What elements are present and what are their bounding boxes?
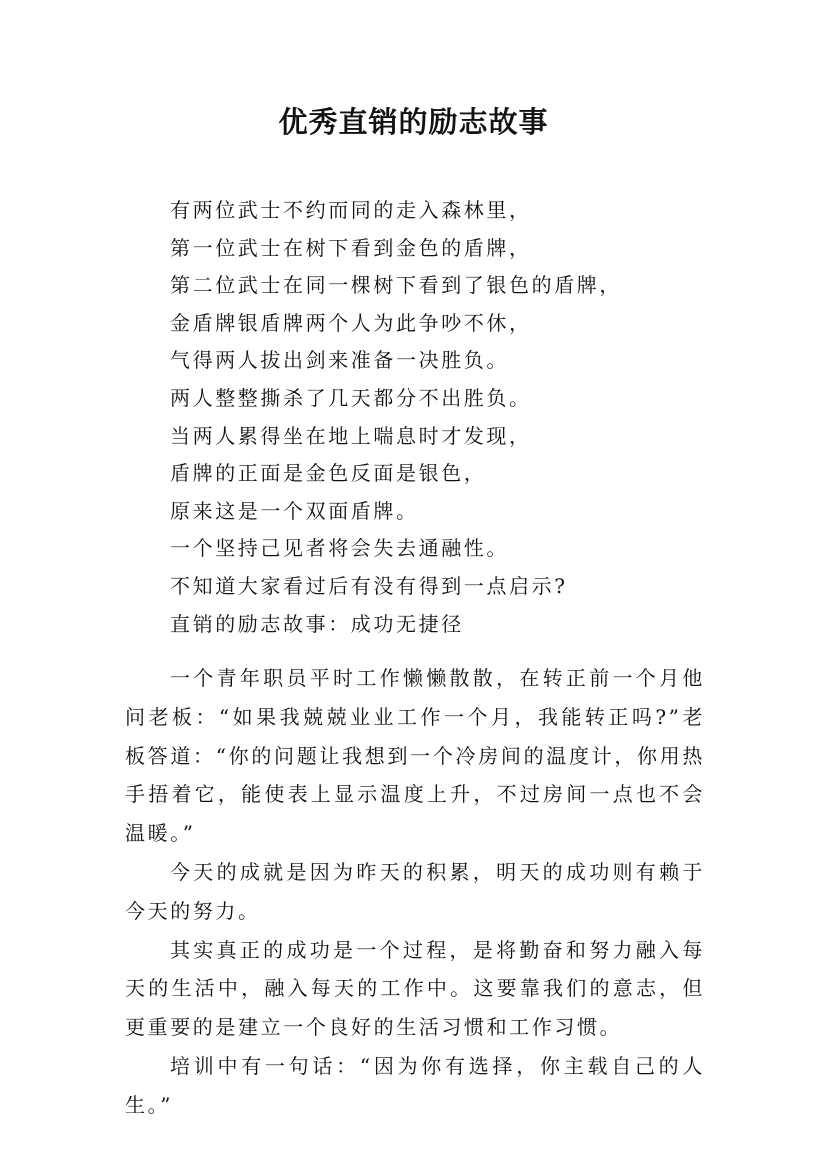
verse-line: 气得两人拔出剑来准备一决胜负。 bbox=[170, 348, 509, 373]
story-verse bbox=[170, 192, 730, 643]
verse-line: 不知道大家看过后有没有得到一点启示? bbox=[170, 573, 568, 598]
verse-line: 盾牌的正面是金色反面是银色， bbox=[170, 461, 487, 486]
verse-line: 有两位武士不约而同的走入森林里， bbox=[170, 198, 532, 222]
verse-line: 原来这是一个双面盾牌。 bbox=[170, 498, 419, 523]
paragraph: 一个青年职员平时工作懒懒散散，在转正前一个月他问老板：“如果我兢兢业业工作一个月，我能转正吗?”老板答道：“你的问题让我想到一个冷房间的温度计，你用热手捂着它，能使表上显示温度上升，不过房间一点也不会温暖。” bbox=[125, 666, 705, 846]
document-title: 优秀直销的励志故事 bbox=[278, 105, 549, 139]
paragraph: 今天的成就是因为昨天的积累，明天的成功则有赖于今天的努力。 bbox=[125, 859, 705, 923]
verse-line: 两人整整撕杀了几天都分不出胜负。 bbox=[170, 385, 532, 410]
verse-line: 一个坚持己见者将会失去通融性。 bbox=[170, 536, 509, 561]
verse-line: 第一位武士在树下看到金色的盾牌， bbox=[170, 235, 532, 260]
paragraph: 其实真正的成功是一个过程，是将勤奋和努力融入每天的生活中，融入每天的工作中。这要靠我们的意志，但更重要的是建立一个良好的生活习惯和工作习惯。 bbox=[125, 937, 705, 1040]
paragraph: 培训中有一句话：“因为你有选择，你主载自己的人生。” bbox=[125, 1053, 705, 1117]
verse-line: 第二位武士在同一棵树下看到了银色的盾牌， bbox=[170, 273, 622, 298]
verse-line: 金盾牌银盾牌两个人为此争吵不休， bbox=[170, 310, 532, 335]
verse-line: 当两人累得坐在地上喘息时才发现， bbox=[170, 423, 532, 448]
section-heading: 直销的励志故事：成功无捷径 bbox=[170, 611, 464, 636]
story-body bbox=[125, 659, 705, 1125]
